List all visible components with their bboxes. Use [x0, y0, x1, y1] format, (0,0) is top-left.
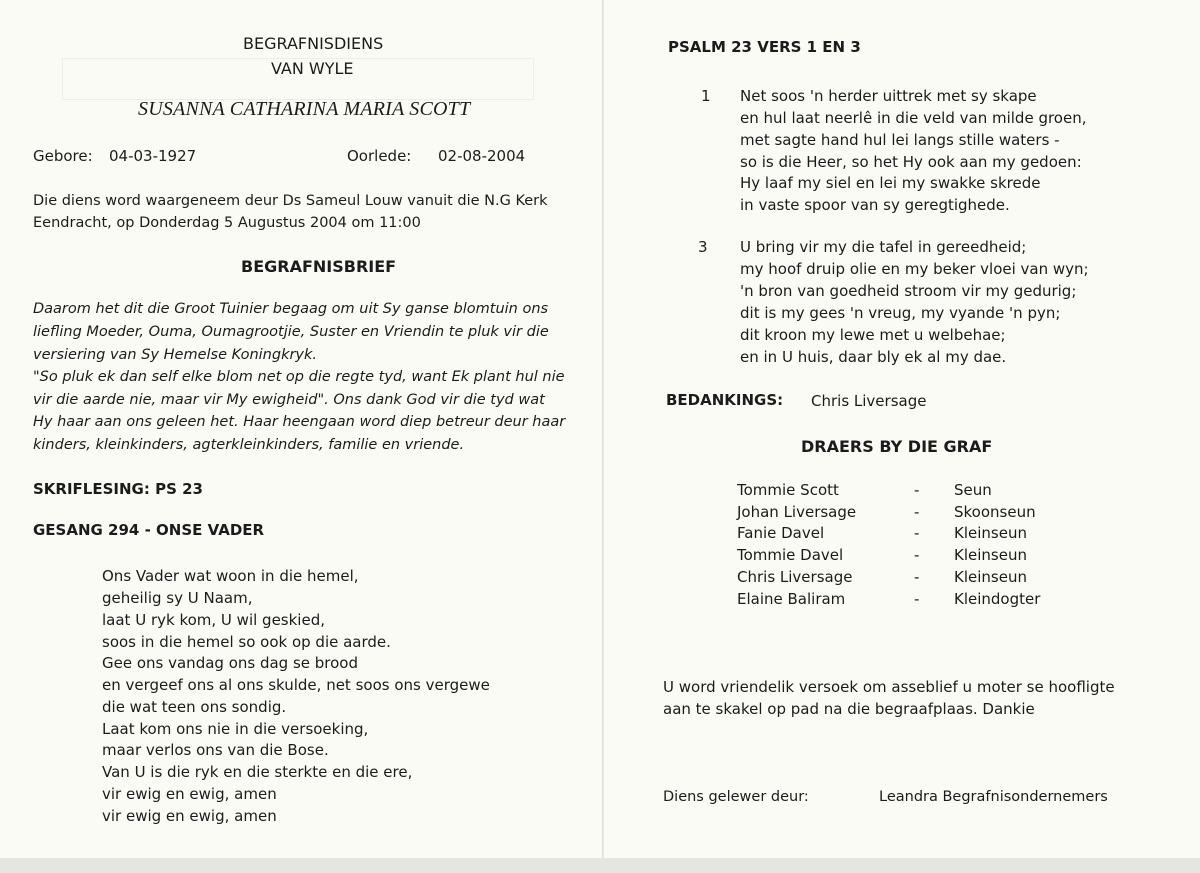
letter-line: Hy haar aan ons geleen het. Haar heengaan word diep betreur deur haar: [33, 414, 566, 430]
letter-line: "So pluk ek dan self elke blom net op die regte tyd, want Ek plant hul nie: [33, 369, 565, 385]
letter-line: kinders, kleinkinders, agterkleinkinders, familie en vriende.: [33, 437, 465, 453]
died-label: Oorlede:: [347, 147, 412, 165]
verse-line: in vaste spoor van sy geregtighede.: [740, 196, 1010, 214]
verse-line: dit kroon my lewe met u welbehae;: [740, 326, 1006, 344]
hymn-title: GESANG 294 - ONSE VADER: [33, 521, 265, 539]
hymn-line: Laat kom ons nie in die versoeking,: [102, 720, 369, 738]
scan-bottom-edge: [0, 858, 1200, 873]
hymn-line: vir ewig en ewig, amen: [102, 807, 277, 825]
born-date: 04-03-1927: [109, 147, 197, 165]
verse-line: so is die Heer, so het Hy ook aan my gedoen:: [740, 153, 1082, 171]
verse-line: Hy laaf my siel en lei my swakke skrede: [740, 174, 1041, 192]
verse-line: 'n bron van goedheid stroom vir my gedurig;: [740, 282, 1077, 300]
pallbearer-dash: -: [914, 590, 920, 608]
letter-line: vir die aarde nie, maar vir My ewigheid". Ons dank God vir die tyd wat: [33, 392, 545, 408]
verse-line: U bring vir my die tafel in gereedheid;: [740, 238, 1027, 256]
pallbearer-relation: Kleinseun: [954, 524, 1027, 542]
service-info-line2: Eendracht, op Donderdag 5 Augustus 2004 om 11:00: [33, 215, 421, 231]
scripture-heading: SKRIFLESING: PS 23: [33, 480, 203, 498]
born-label: Gebore:: [33, 147, 93, 165]
hymn-line: Gee ons vandag ons dag se brood: [102, 654, 359, 672]
verse-line: en in U huis, daar bly ek al my dae.: [740, 348, 1007, 366]
pallbearer-name: Tommie Davel: [737, 546, 844, 564]
pallbearer-name: Fanie Davel: [737, 524, 825, 542]
hymn-line: Ons Vader wat woon in die hemel,: [102, 567, 359, 585]
verse-line: Net soos 'n herder uittrek met sy skape: [740, 87, 1037, 105]
letter-line: Daarom het dit die Groot Tuinier begaag om uit Sy ganse blomtuin ons: [33, 301, 549, 317]
died-date: 02-08-2004: [438, 147, 526, 165]
service-by-label: Diens gelewer deur:: [663, 789, 809, 805]
verse-number: 1: [701, 87, 711, 105]
letter-line: versiering van Sy Hemelse Koningkryk.: [33, 347, 318, 363]
verse-line: dit is my gees 'n vreug, my vyande 'n pyn;: [740, 304, 1061, 322]
verse-line: met sagte hand hul lei langs stille waters -: [740, 131, 1060, 149]
hymn-line: geheilig sy U Naam,: [102, 589, 253, 607]
pallbearer-dash: -: [914, 481, 920, 499]
pallbearer-relation: Kleindogter: [954, 590, 1041, 608]
pallbearer-name: Chris Liversage: [737, 568, 853, 586]
pallbearer-relation: Kleinseun: [954, 546, 1027, 564]
deceased-name: SUSANNA CATHARINA MARIA SCOTT: [138, 98, 471, 120]
hymn-line: maar verlos ons van die Bose.: [102, 741, 329, 759]
request-line1: U word vriendelik versoek om asseblief u moter se hoofligte: [663, 678, 1115, 696]
service-title-line1: BEGRAFNISDIENS: [243, 34, 384, 53]
thanks-label: BEDANKINGS:: [666, 391, 784, 409]
verse-number: 3: [698, 238, 708, 256]
pallbearer-dash: -: [914, 546, 920, 564]
pallbearer-dash: -: [914, 524, 920, 542]
request-line2: aan te skakel op pad na die begraafplaas. Dankie: [663, 700, 1035, 718]
letter-heading: BEGRAFNISBRIEF: [241, 257, 397, 276]
hymn-line: en vergeef ons al ons skulde, net soos ons vergewe: [102, 676, 490, 694]
hymn-line: vir ewig en ewig, amen: [102, 785, 277, 803]
pallbearer-relation: Skoonseun: [954, 503, 1036, 521]
hymn-line: die wat teen ons sondig.: [102, 698, 287, 716]
letter-line: liefling Moeder, Ouma, Oumagrootjie, Suster en Vriendin te pluk vir die: [33, 324, 549, 340]
verse-line: my hoof druip olie en my beker vloei van wyn;: [740, 260, 1089, 278]
pallbearer-name: Johan Liversage: [737, 503, 857, 521]
pallbearer-relation: Kleinseun: [954, 568, 1027, 586]
hymn-line: laat U ryk kom, U wil geskied,: [102, 611, 325, 629]
service-title-line2: VAN WYLE: [271, 59, 354, 78]
psalm-title: PSALM 23 VERS 1 EN 3: [668, 38, 861, 56]
page-fold: [602, 0, 604, 873]
pallbearer-dash: -: [914, 503, 920, 521]
verse-line: en hul laat neerlê in die veld van milde groen,: [740, 109, 1087, 127]
pallbearer-relation: Seun: [954, 481, 992, 499]
service-provider: Leandra Begrafnisondernemers: [879, 789, 1108, 805]
hymn-line: soos in die hemel so ook op die aarde.: [102, 633, 391, 651]
pallbearer-name: Tommie Scott: [737, 481, 839, 499]
service-info-line1: Die diens word waargeneem deur Ds Sameul Louw vanuit die N.G Kerk: [33, 193, 548, 209]
hymn-line: Van U is die ryk en die sterkte en die ere,: [102, 763, 413, 781]
pallbearer-dash: -: [914, 568, 920, 586]
pallbearer-name: Elaine Baliram: [737, 590, 846, 608]
pallbearers-title: DRAERS BY DIE GRAF: [801, 437, 993, 456]
thanks-name: Chris Liversage: [811, 392, 927, 410]
